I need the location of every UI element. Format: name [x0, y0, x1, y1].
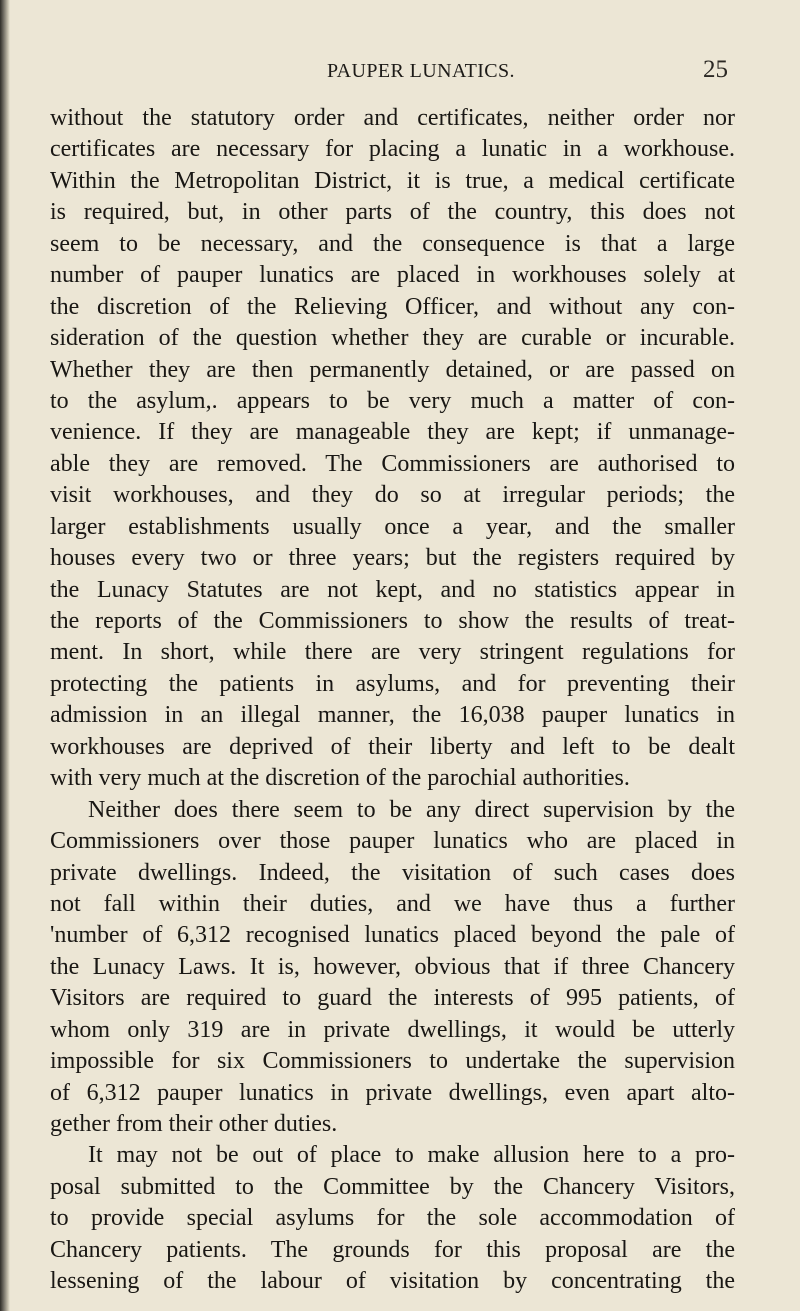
text-line: number of pauper lunatics are placed in workhouses solely at [50, 262, 735, 289]
text-line: seem to be necessary, and the consequence is that a large [50, 230, 735, 257]
text-line: is required, but, in other parts of the country, this does not [50, 199, 735, 226]
text-line: Within the Metropolitan District, it is true, a medical certificate [50, 167, 735, 194]
text-line: the Lunacy Laws. It is, however, obvious that if three Chancery [50, 953, 735, 980]
text-line: It may not be out of place to make allusion here to a pro- [88, 1142, 735, 1169]
text-line: Visitors are required to guard the interests of 995 patients, of [50, 985, 735, 1012]
text-line: protecting the patients in asylums, and for preventing their [50, 670, 735, 697]
running-title: PAUPER LUNATICS. [327, 60, 515, 82]
body-text [50, 103, 735, 1298]
text-line: visit workhouses, and they do so at irregular periods; the [50, 482, 735, 509]
text-line: workhouses are deprived of their liberty and left to be dealt [50, 733, 735, 760]
text-line: impossible for six Commissioners to undertake the supervision [50, 1048, 735, 1075]
text-line: lessening of the labour of visitation by concentrating the [50, 1268, 735, 1295]
text-line: the Lunacy Statutes are not kept, and no statistics appear in [50, 576, 735, 603]
text-line: gether from their other duties. [50, 1111, 338, 1137]
text-line: with very much at the discretion of the parochial authorities. [50, 765, 630, 792]
text-line: sideration of the question whether they are curable or incurable. [50, 325, 735, 352]
text-line: ment. In short, while there are very stringent regulations for [50, 639, 735, 666]
text-line: to the asylum,. appears to be very much a matter of con- [50, 387, 735, 414]
text-line: certificates are necessary for placing a lunatic in a workhouse. [50, 136, 735, 163]
text-line: Neither does there seem to be any direct supervision by the [88, 796, 735, 823]
text-line: admission in an illegal manner, the 16,038 pauper lunatics in [50, 702, 735, 729]
binding-shadow [0, 0, 10, 1311]
text-line: not fall within their duties, and we have thus a further [50, 890, 735, 917]
text-line: of 6,312 pauper lunatics in private dwellings, even apart alto- [50, 1079, 735, 1106]
text-line: houses every two or three years; but the registers required by [50, 545, 735, 572]
text-line: the discretion of the Relieving Officer, and without any con- [50, 293, 735, 320]
text-line: able they are removed. The Commissioners are authorised to [50, 450, 735, 477]
page-number: 25 [703, 56, 728, 83]
page-header [0, 56, 800, 90]
text-line: private dwellings. Indeed, the visitation of such cases does [50, 859, 735, 886]
text-line: 'number of 6,312 recognised lunatics placed beyond the pale of [50, 922, 735, 949]
text-line: to provide special asylums for the sole accommodation of [50, 1205, 735, 1232]
text-line: whom only 319 are in private dwellings, it would be utterly [50, 1016, 735, 1043]
text-line: Chancery patients. The grounds for this proposal are the [50, 1236, 735, 1263]
text-line: the reports of the Commissioners to show the results of treat- [50, 608, 735, 634]
text-line: venience. If they are manageable they are kept; if unmanage- [50, 419, 735, 446]
text-line: without the statutory order and certificates, neither order nor [50, 105, 735, 131]
text-line: larger establishments usually once a year, and the smaller [50, 513, 735, 540]
text-line: posal submitted to the Committee by the Chancery Visitors, [50, 1173, 735, 1200]
text-line: Commissioners over those pauper lunatics who are placed in [50, 828, 735, 855]
text-line: Whether they are then permanently detained, or are passed on [50, 356, 735, 383]
